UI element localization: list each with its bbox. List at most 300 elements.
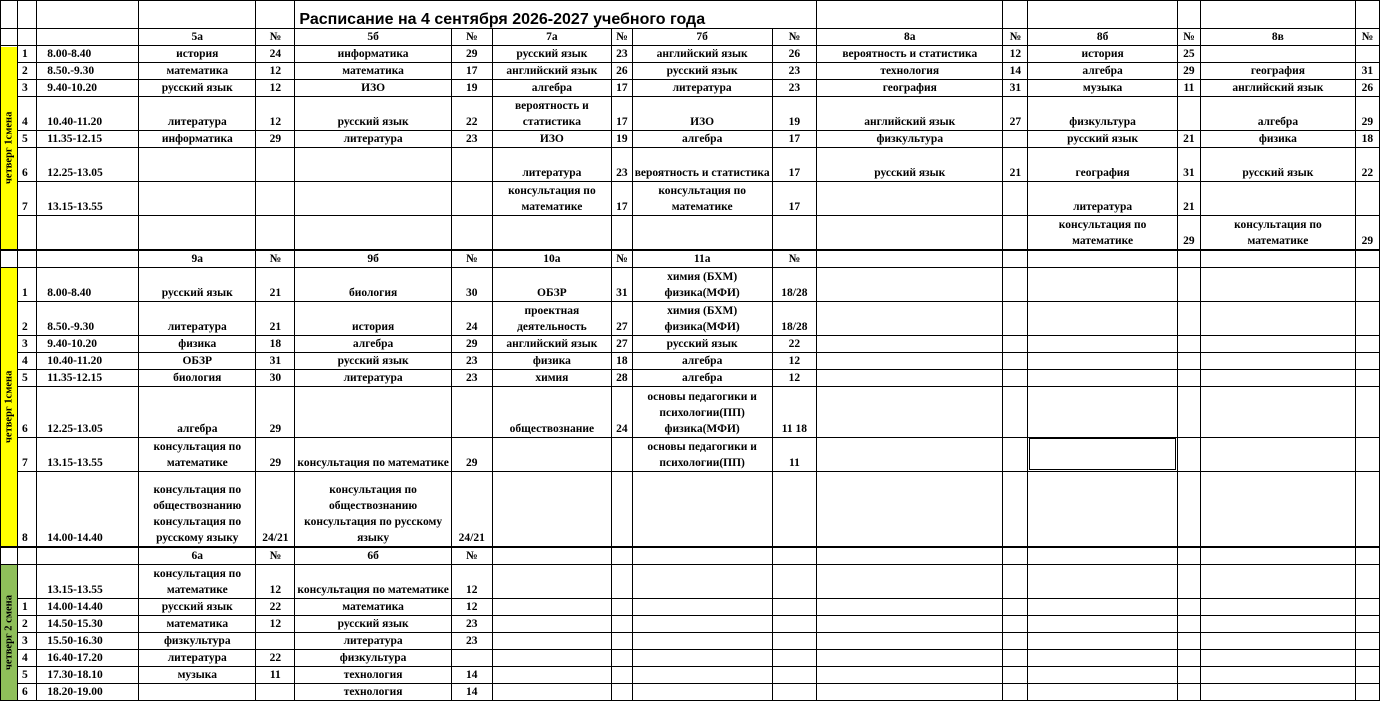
subject-cell[interactable]: музыка: [139, 667, 256, 684]
subject-cell[interactable]: ИЗО: [632, 97, 772, 131]
empty-cell[interactable]: [632, 650, 772, 667]
empty-cell[interactable]: [1003, 565, 1028, 599]
empty-cell[interactable]: [1177, 386, 1200, 437]
lesson-time[interactable]: 14.50-15.30: [37, 616, 139, 633]
subject-cell[interactable]: консультация по математике: [295, 565, 451, 599]
room-cell[interactable]: [772, 216, 816, 250]
empty-cell[interactable]: [1177, 684, 1200, 701]
empty-cell[interactable]: [1355, 352, 1379, 369]
empty-cell[interactable]: [1003, 267, 1028, 301]
room-cell[interactable]: 18/28: [772, 267, 816, 301]
cell[interactable]: [612, 547, 633, 565]
empty-cell[interactable]: [817, 471, 1003, 547]
empty-cell[interactable]: [817, 386, 1003, 437]
empty-cell[interactable]: [1177, 335, 1200, 352]
room-header[interactable]: №: [256, 29, 295, 46]
subject-cell[interactable]: математика: [139, 616, 256, 633]
subject-cell[interactable]: география: [1201, 63, 1356, 80]
empty-cell[interactable]: [1003, 599, 1028, 616]
lesson-time[interactable]: 13.15-13.55: [37, 182, 139, 216]
empty-cell[interactable]: [612, 667, 633, 684]
lesson-time[interactable]: 12.25-13.05: [37, 386, 139, 437]
empty-cell[interactable]: [1177, 352, 1200, 369]
subject-cell[interactable]: [139, 684, 256, 701]
lesson-time[interactable]: 8.50.-9.30: [37, 301, 139, 335]
empty-cell[interactable]: [1028, 684, 1177, 701]
cell[interactable]: [139, 1, 256, 29]
lesson-number[interactable]: 2: [18, 301, 37, 335]
subject-cell[interactable]: [295, 386, 451, 437]
room-header[interactable]: №: [451, 29, 492, 46]
room-cell[interactable]: 12: [772, 352, 816, 369]
empty-cell[interactable]: [1177, 599, 1200, 616]
subject-cell[interactable]: литература: [295, 369, 451, 386]
room-cell[interactable]: 12: [256, 616, 295, 633]
empty-cell[interactable]: [1028, 599, 1177, 616]
room-cell[interactable]: 17: [772, 131, 816, 148]
room-cell[interactable]: 18: [1355, 131, 1379, 148]
room-cell[interactable]: 17: [451, 63, 492, 80]
subject-cell[interactable]: физкультура: [1028, 97, 1177, 131]
lesson-time[interactable]: 10.40-11.20: [37, 352, 139, 369]
room-cell[interactable]: 12: [772, 369, 816, 386]
lesson-number[interactable]: [18, 565, 37, 599]
subject-cell[interactable]: консультация по математике: [1028, 216, 1177, 250]
room-header[interactable]: №: [1177, 29, 1200, 46]
subject-cell[interactable]: литература: [632, 80, 772, 97]
cell[interactable]: [18, 547, 37, 565]
empty-cell[interactable]: [1003, 301, 1028, 335]
cell[interactable]: [1355, 1, 1379, 29]
empty-cell[interactable]: [1028, 616, 1177, 633]
cell[interactable]: [1177, 250, 1200, 268]
room-cell[interactable]: 22: [772, 335, 816, 352]
room-header[interactable]: №: [772, 250, 816, 268]
empty-cell[interactable]: [1201, 335, 1356, 352]
room-cell[interactable]: 23: [772, 63, 816, 80]
empty-cell[interactable]: [1003, 633, 1028, 650]
lesson-number[interactable]: 3: [18, 633, 37, 650]
subject-cell[interactable]: география: [817, 80, 1003, 97]
cell[interactable]: [1, 250, 18, 268]
subject-cell[interactable]: русский язык: [139, 599, 256, 616]
cell[interactable]: [1003, 547, 1028, 565]
empty-cell[interactable]: [632, 633, 772, 650]
lesson-number[interactable]: 6: [18, 148, 37, 182]
subject-cell[interactable]: русский язык: [295, 616, 451, 633]
empty-cell[interactable]: [492, 616, 611, 633]
empty-cell[interactable]: [1201, 267, 1356, 301]
empty-cell[interactable]: [1201, 667, 1356, 684]
room-cell[interactable]: 25: [1177, 46, 1200, 63]
room-cell[interactable]: 31: [256, 352, 295, 369]
room-cell[interactable]: 23: [451, 633, 492, 650]
lesson-number[interactable]: 6: [18, 684, 37, 701]
empty-cell[interactable]: [1201, 599, 1356, 616]
room-header[interactable]: №: [612, 250, 633, 268]
subject-cell[interactable]: литература: [492, 148, 611, 182]
subject-cell[interactable]: вероятность и статистика: [492, 97, 611, 131]
empty-cell[interactable]: [1201, 386, 1356, 437]
empty-cell[interactable]: [1028, 369, 1177, 386]
subject-cell[interactable]: [817, 216, 1003, 250]
room-cell[interactable]: 26: [612, 63, 633, 80]
room-cell[interactable]: 12: [451, 599, 492, 616]
subject-cell[interactable]: литература: [139, 301, 256, 335]
subject-cell[interactable]: алгебра: [139, 386, 256, 437]
subject-cell[interactable]: проектная деятельность: [492, 301, 611, 335]
lesson-time[interactable]: 8.00-8.40: [37, 267, 139, 301]
subject-cell[interactable]: консультация по математике: [632, 182, 772, 216]
lesson-time[interactable]: 13.15-13.55: [37, 565, 139, 599]
empty-cell[interactable]: [1028, 335, 1177, 352]
cell[interactable]: [1028, 547, 1177, 565]
lesson-number[interactable]: 4: [18, 352, 37, 369]
room-header[interactable]: №: [451, 547, 492, 565]
room-cell[interactable]: [256, 216, 295, 250]
empty-cell[interactable]: [1177, 667, 1200, 684]
subject-cell[interactable]: литература: [1028, 182, 1177, 216]
room-cell[interactable]: 29: [256, 131, 295, 148]
subject-cell[interactable]: физика: [139, 335, 256, 352]
room-cell[interactable]: 17: [612, 182, 633, 216]
empty-cell[interactable]: [1355, 684, 1379, 701]
room-cell[interactable]: [1003, 131, 1028, 148]
room-cell[interactable]: 29: [1177, 63, 1200, 80]
subject-cell[interactable]: ИЗО: [295, 80, 451, 97]
lesson-number[interactable]: 3: [18, 335, 37, 352]
cell[interactable]: [817, 547, 1003, 565]
empty-cell[interactable]: [817, 352, 1003, 369]
subject-cell[interactable]: литература: [295, 131, 451, 148]
empty-cell[interactable]: [1003, 667, 1028, 684]
lesson-time[interactable]: 17.30-18.10: [37, 667, 139, 684]
subject-cell[interactable]: география: [1028, 148, 1177, 182]
subject-cell[interactable]: химия: [492, 369, 611, 386]
room-cell[interactable]: 31: [1355, 63, 1379, 80]
room-cell[interactable]: [451, 650, 492, 667]
cell[interactable]: [817, 250, 1003, 268]
class-header[interactable]: 9б: [295, 250, 451, 268]
empty-cell[interactable]: [1201, 471, 1356, 547]
empty-cell[interactable]: [1177, 471, 1200, 547]
lesson-number[interactable]: 1: [18, 46, 37, 63]
lesson-time[interactable]: 15.50-16.30: [37, 633, 139, 650]
cell[interactable]: [18, 250, 37, 268]
room-cell[interactable]: 27: [612, 335, 633, 352]
room-cell[interactable]: 21: [256, 301, 295, 335]
lesson-time[interactable]: 14.00-14.40: [37, 471, 139, 547]
subject-cell[interactable]: английский язык: [632, 46, 772, 63]
subject-cell[interactable]: технология: [295, 684, 451, 701]
room-cell[interactable]: 21: [256, 267, 295, 301]
subject-cell[interactable]: [492, 437, 611, 471]
subject-cell[interactable]: математика: [295, 63, 451, 80]
empty-cell[interactable]: [612, 565, 633, 599]
empty-cell[interactable]: [1028, 471, 1177, 547]
empty-cell[interactable]: [1028, 437, 1177, 471]
lesson-number[interactable]: 5: [18, 369, 37, 386]
empty-cell[interactable]: [772, 650, 816, 667]
room-cell[interactable]: 12: [256, 97, 295, 131]
cell[interactable]: [1355, 250, 1379, 268]
cell[interactable]: [1, 29, 18, 46]
empty-cell[interactable]: [772, 667, 816, 684]
subject-cell[interactable]: алгебра: [632, 369, 772, 386]
room-cell[interactable]: 18: [256, 335, 295, 352]
lesson-time[interactable]: 11.35-12.15: [37, 369, 139, 386]
subject-cell[interactable]: биология: [139, 369, 256, 386]
subject-cell[interactable]: консультация по математике: [139, 565, 256, 599]
empty-cell[interactable]: [1355, 437, 1379, 471]
room-cell[interactable]: 29: [1355, 97, 1379, 131]
cell[interactable]: [18, 29, 37, 46]
cell[interactable]: [1003, 250, 1028, 268]
empty-cell[interactable]: [1028, 267, 1177, 301]
subject-cell[interactable]: химия (БХМ) физика(МФИ): [632, 267, 772, 301]
cell[interactable]: [632, 547, 772, 565]
subject-cell[interactable]: [139, 182, 256, 216]
cell[interactable]: [1201, 547, 1356, 565]
subject-cell[interactable]: [295, 182, 451, 216]
class-header[interactable]: 7б: [632, 29, 772, 46]
lesson-time[interactable]: 18.20-19.00: [37, 684, 139, 701]
lesson-number[interactable]: 5: [18, 131, 37, 148]
lesson-time[interactable]: 10.40-11.20: [37, 97, 139, 131]
subject-cell[interactable]: вероятность и статистика: [817, 46, 1003, 63]
empty-cell[interactable]: [612, 616, 633, 633]
room-cell[interactable]: 31: [612, 267, 633, 301]
room-cell[interactable]: 12: [256, 565, 295, 599]
room-cell[interactable]: 29: [451, 335, 492, 352]
lesson-number[interactable]: 3: [18, 80, 37, 97]
subject-cell[interactable]: [817, 182, 1003, 216]
lesson-number[interactable]: 2: [18, 63, 37, 80]
cell[interactable]: [256, 1, 295, 29]
room-cell[interactable]: [1355, 182, 1379, 216]
empty-cell[interactable]: [632, 599, 772, 616]
lesson-time[interactable]: 13.15-13.55: [37, 437, 139, 471]
subject-cell[interactable]: русский язык: [632, 63, 772, 80]
empty-cell[interactable]: [632, 616, 772, 633]
empty-cell[interactable]: [1201, 437, 1356, 471]
subject-cell[interactable]: [139, 148, 256, 182]
cell[interactable]: [1028, 1, 1177, 29]
empty-cell[interactable]: [817, 650, 1003, 667]
cell[interactable]: [1003, 1, 1028, 29]
empty-cell[interactable]: [1028, 352, 1177, 369]
room-cell[interactable]: 17: [612, 97, 633, 131]
cell[interactable]: [1028, 250, 1177, 268]
empty-cell[interactable]: [1003, 369, 1028, 386]
room-cell[interactable]: 24/21: [451, 471, 492, 547]
subject-cell[interactable]: консультация по математике: [492, 182, 611, 216]
room-cell[interactable]: [256, 633, 295, 650]
subject-cell[interactable]: [492, 216, 611, 250]
subject-cell[interactable]: [492, 471, 611, 547]
empty-cell[interactable]: [1003, 352, 1028, 369]
empty-cell[interactable]: [1177, 616, 1200, 633]
empty-cell[interactable]: [632, 667, 772, 684]
cell[interactable]: [37, 1, 139, 29]
empty-cell[interactable]: [1028, 565, 1177, 599]
room-cell[interactable]: [1177, 97, 1200, 131]
subject-cell[interactable]: английский язык: [817, 97, 1003, 131]
lesson-time[interactable]: 12.25-13.05: [37, 148, 139, 182]
subject-cell[interactable]: ИЗО: [492, 131, 611, 148]
subject-cell[interactable]: [295, 148, 451, 182]
lesson-number[interactable]: 4: [18, 650, 37, 667]
room-cell[interactable]: 26: [772, 46, 816, 63]
empty-cell[interactable]: [612, 633, 633, 650]
room-cell[interactable]: 29: [256, 386, 295, 437]
room-cell[interactable]: 24: [451, 301, 492, 335]
cell[interactable]: [37, 547, 139, 565]
subject-cell[interactable]: русский язык: [632, 335, 772, 352]
empty-cell[interactable]: [1355, 667, 1379, 684]
subject-cell[interactable]: информатика: [139, 131, 256, 148]
lesson-time[interactable]: [37, 216, 139, 250]
subject-cell[interactable]: [295, 216, 451, 250]
room-cell[interactable]: 11: [1177, 80, 1200, 97]
empty-cell[interactable]: [772, 599, 816, 616]
empty-cell[interactable]: [492, 633, 611, 650]
room-header[interactable]: №: [451, 250, 492, 268]
empty-cell[interactable]: [1177, 633, 1200, 650]
room-cell[interactable]: [1355, 46, 1379, 63]
room-cell[interactable]: 23: [451, 352, 492, 369]
empty-cell[interactable]: [772, 565, 816, 599]
empty-cell[interactable]: [772, 684, 816, 701]
cell[interactable]: [1201, 1, 1356, 29]
lesson-time[interactable]: 9.40-10.20: [37, 335, 139, 352]
cell[interactable]: [1177, 547, 1200, 565]
empty-cell[interactable]: [492, 667, 611, 684]
room-cell[interactable]: 30: [256, 369, 295, 386]
subject-cell[interactable]: математика: [139, 63, 256, 80]
room-cell[interactable]: 21: [1177, 131, 1200, 148]
empty-cell[interactable]: [1177, 369, 1200, 386]
subject-cell[interactable]: русский язык: [817, 148, 1003, 182]
subject-cell[interactable]: ОБЗР: [139, 352, 256, 369]
empty-cell[interactable]: [1355, 650, 1379, 667]
subject-cell[interactable]: музыка: [1028, 80, 1177, 97]
room-cell[interactable]: [1003, 182, 1028, 216]
cell[interactable]: [37, 29, 139, 46]
room-cell[interactable]: 19: [612, 131, 633, 148]
room-cell[interactable]: 18: [612, 352, 633, 369]
subject-cell[interactable]: алгебра: [632, 352, 772, 369]
room-cell[interactable]: [256, 182, 295, 216]
room-cell[interactable]: 24: [612, 386, 633, 437]
empty-cell[interactable]: [1003, 684, 1028, 701]
subject-cell[interactable]: русский язык: [295, 352, 451, 369]
subject-cell[interactable]: технология: [817, 63, 1003, 80]
empty-cell[interactable]: [612, 684, 633, 701]
subject-cell[interactable]: ОБЗР: [492, 267, 611, 301]
room-cell[interactable]: 12: [256, 63, 295, 80]
room-cell[interactable]: 24: [256, 46, 295, 63]
empty-cell[interactable]: [612, 650, 633, 667]
empty-cell[interactable]: [817, 369, 1003, 386]
room-cell[interactable]: 17: [772, 182, 816, 216]
room-header[interactable]: №: [1355, 29, 1379, 46]
subject-cell[interactable]: алгебра: [295, 335, 451, 352]
room-cell[interactable]: 30: [451, 267, 492, 301]
subject-cell[interactable]: [632, 471, 772, 547]
empty-cell[interactable]: [492, 599, 611, 616]
subject-cell[interactable]: физкультура: [817, 131, 1003, 148]
room-cell[interactable]: 22: [1355, 148, 1379, 182]
subject-cell[interactable]: консультация по математике: [295, 437, 451, 471]
empty-cell[interactable]: [1355, 616, 1379, 633]
class-header[interactable]: 11а: [632, 250, 772, 268]
subject-cell[interactable]: английский язык: [1201, 80, 1356, 97]
class-header[interactable]: 7а: [492, 29, 611, 46]
subject-cell[interactable]: физика: [1201, 131, 1356, 148]
cell[interactable]: [817, 1, 1003, 29]
empty-cell[interactable]: [1201, 369, 1356, 386]
subject-cell[interactable]: консультация по обществознанию консультация по русскому языку: [295, 471, 451, 547]
lesson-time[interactable]: 14.00-14.40: [37, 599, 139, 616]
room-cell[interactable]: [612, 437, 633, 471]
empty-cell[interactable]: [1355, 301, 1379, 335]
class-header[interactable]: 8а: [817, 29, 1003, 46]
room-cell[interactable]: 19: [772, 97, 816, 131]
empty-cell[interactable]: [1003, 471, 1028, 547]
room-cell[interactable]: 22: [451, 97, 492, 131]
cell[interactable]: [1, 547, 18, 565]
subject-cell[interactable]: физика: [492, 352, 611, 369]
cell[interactable]: [1355, 547, 1379, 565]
room-header[interactable]: №: [612, 29, 633, 46]
room-cell[interactable]: 29: [256, 437, 295, 471]
subject-cell[interactable]: консультация по обществознанию консультация по русскому языку: [139, 471, 256, 547]
lesson-time[interactable]: 16.40-17.20: [37, 650, 139, 667]
room-header[interactable]: №: [1003, 29, 1028, 46]
room-cell[interactable]: 29: [451, 46, 492, 63]
lesson-time[interactable]: 9.40-10.20: [37, 80, 139, 97]
room-cell[interactable]: 11: [772, 437, 816, 471]
cell[interactable]: [1177, 1, 1200, 29]
room-cell[interactable]: 18/28: [772, 301, 816, 335]
subject-cell[interactable]: история: [139, 46, 256, 63]
empty-cell[interactable]: [1201, 301, 1356, 335]
room-cell[interactable]: 12: [256, 80, 295, 97]
empty-cell[interactable]: [817, 667, 1003, 684]
empty-cell[interactable]: [817, 565, 1003, 599]
lesson-time[interactable]: 11.35-12.15: [37, 131, 139, 148]
empty-cell[interactable]: [1028, 301, 1177, 335]
subject-cell[interactable]: биология: [295, 267, 451, 301]
room-cell[interactable]: 12: [1003, 46, 1028, 63]
room-cell[interactable]: 11: [256, 667, 295, 684]
subject-cell[interactable]: [632, 216, 772, 250]
empty-cell[interactable]: [772, 616, 816, 633]
subject-cell[interactable]: основы педагогики и психологии(ПП) физика(МФИ): [632, 386, 772, 437]
empty-cell[interactable]: [817, 267, 1003, 301]
room-cell[interactable]: 23: [772, 80, 816, 97]
subject-cell[interactable]: литература: [139, 650, 256, 667]
empty-cell[interactable]: [632, 565, 772, 599]
class-header[interactable]: 6б: [295, 547, 451, 565]
empty-cell[interactable]: [1201, 633, 1356, 650]
lesson-number[interactable]: 2: [18, 616, 37, 633]
room-cell[interactable]: [1003, 216, 1028, 250]
subject-cell[interactable]: русский язык: [139, 80, 256, 97]
subject-cell[interactable]: химия (БХМ) физика(МФИ): [632, 301, 772, 335]
room-cell[interactable]: 24/21: [256, 471, 295, 547]
